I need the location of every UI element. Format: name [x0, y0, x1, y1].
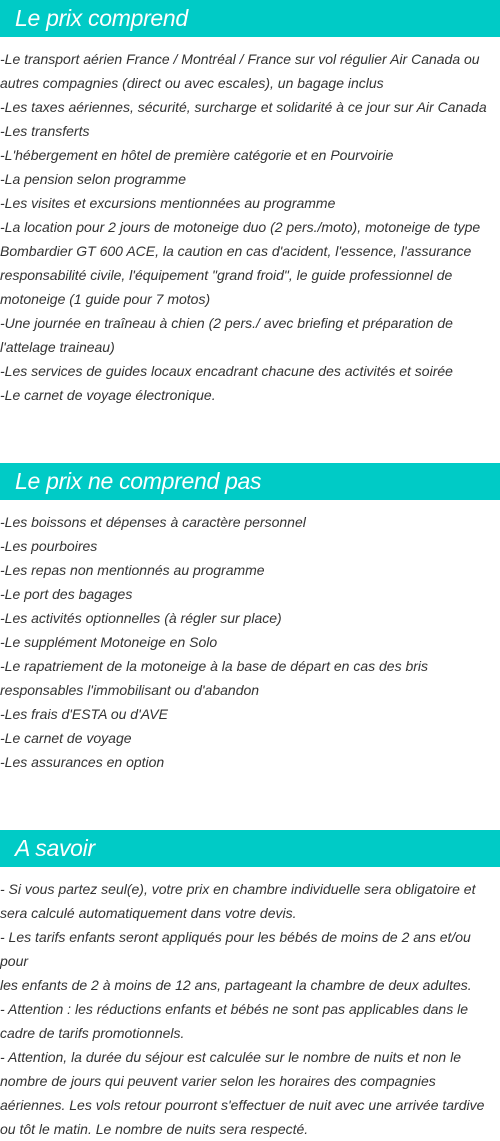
text-line: -La location pour 2 jours de motoneige duo (2 pers./moto), motoneige de type: [0, 219, 481, 235]
section-good-to-know: [0, 830, 500, 1141]
text-line: -Les services de guides locaux encadrant chacune des activités et soirée: [0, 363, 453, 379]
text-line: -Les frais d'ESTA ou d'AVE: [0, 706, 168, 722]
text-line: - Attention : les réductions enfants et bébés ne sont pas applicables dans le: [0, 1001, 469, 1017]
section-header: [0, 830, 500, 867]
section-price-excludes: [0, 463, 500, 774]
text-line: -Les activités optionnelles (à régler sur place): [0, 610, 282, 626]
text-line: -Une journée en traîneau à chien (2 pers./ avec briefing et préparation de: [0, 315, 453, 331]
text-line: cadre de tarifs promotionnels.: [0, 1025, 185, 1041]
section-header: [0, 463, 500, 500]
text-line: responsabilité civile, l'équipement "grand froid", le guide professionnel de: [0, 267, 453, 283]
section-title: A savoir: [15, 835, 95, 861]
text-line: -Le port des bagages: [0, 586, 133, 602]
text-line: -Les boissons et dépenses à caractère personnel: [0, 514, 306, 530]
text-line: - Si vous partez seul(e), votre prix en chambre individuelle sera obligatoire et: [0, 881, 476, 897]
text-line: -Les transferts: [0, 123, 90, 139]
text-line: motoneige (1 guide pour 7 motos): [0, 291, 211, 307]
text-line: les enfants de 2 à moins de 12 ans, partageant la chambre de deux adultes.: [0, 977, 472, 993]
text-line: - Attention, la durée du séjour est calculée sur le nombre de nuits et non le: [0, 1049, 461, 1065]
text-line: -Les repas non mentionnés au programme: [0, 562, 265, 578]
text-line: -Les taxes aériennes, sécurité, surcharge et solidarité à ce jour sur Air Canada: [0, 99, 487, 115]
text-line: - Les tarifs enfants seront appliqués pour les bébés de moins de 2 ans et/ou pour: [0, 929, 471, 969]
section-body: [0, 500, 500, 774]
text-line: ou tôt le matin. Le nombre de nuits sera respecté.: [0, 1121, 309, 1137]
text-line: -La pension selon programme: [0, 171, 186, 187]
section-title: Le prix comprend: [15, 5, 188, 31]
text-line: -Les pourboires: [0, 538, 98, 554]
text-line: -Le supplément Motoneige en Solo: [0, 634, 218, 650]
text-line: -Le carnet de voyage électronique.: [0, 387, 216, 403]
section-header: [0, 0, 500, 37]
text-line: -Le transport aérien France / Montréal / France sur vol régulier Air Canada ou: [0, 51, 480, 67]
text-line: sera calculé automatiquement dans votre devis.: [0, 905, 297, 921]
section-title: Le prix ne comprend pas: [15, 468, 262, 494]
text-line: -Les assurances en option: [0, 754, 165, 770]
text-line: Bombardier GT 600 ACE, la caution en cas d'acident, l'essence, l'assurance: [0, 243, 472, 259]
text-line: -Le rapatriement de la motoneige à la base de départ en cas des bris: [0, 658, 429, 674]
text-line: -Le carnet de voyage: [0, 730, 132, 746]
section-body: [0, 867, 500, 1141]
text-line: l'attelage traineau): [0, 339, 115, 355]
text-line: nombre de jours qui peuvent varier selon les horaires des compagnies: [0, 1073, 436, 1089]
text-line: aériennes. Les vols retour pourront s'effectuer de nuit avec une arrivée tardive: [0, 1097, 485, 1113]
text-line: -Les visites et excursions mentionnées au programme: [0, 195, 336, 211]
section-price-includes: [0, 0, 500, 407]
text-line: -L'hébergement en hôtel de première catégorie et en Pourvoirie: [0, 147, 394, 163]
section-body: [0, 37, 500, 407]
text-line: autres compagnies (direct ou avec escales), un bagage inclus: [0, 75, 384, 91]
text-line: responsables l'immobilisant ou d'abandon: [0, 682, 260, 698]
